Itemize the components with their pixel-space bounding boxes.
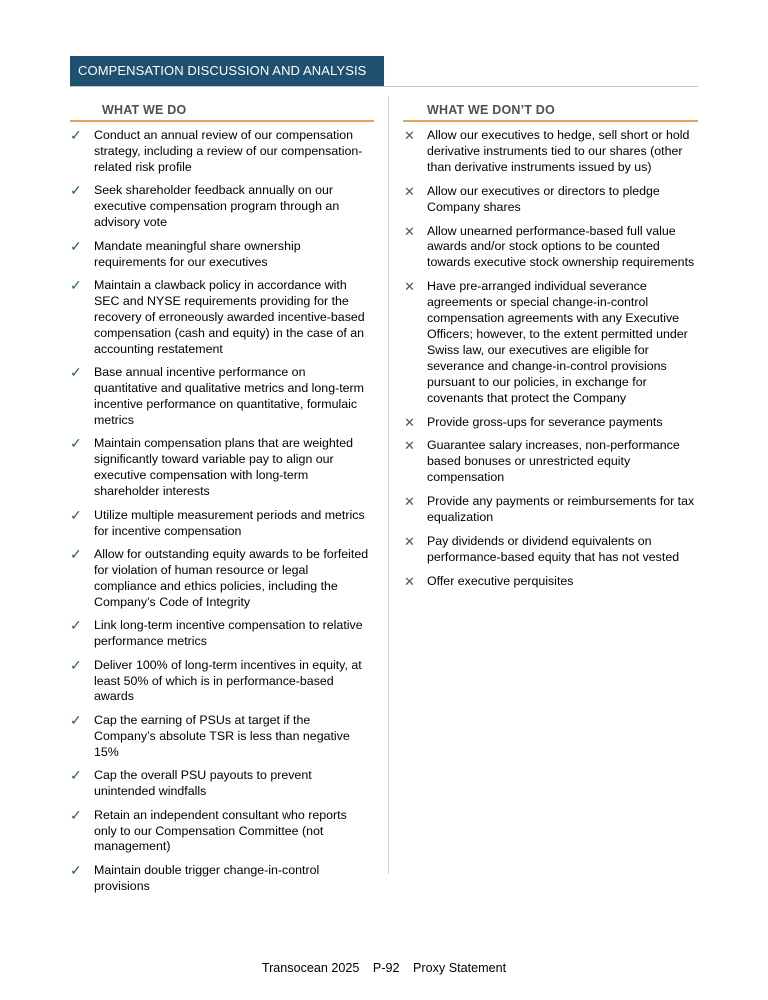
check-icon: ✓ <box>70 656 82 673</box>
do-item-text: Mandate meaningful share ownership requirements for our executives <box>94 238 301 269</box>
check-icon: ✓ <box>70 182 82 199</box>
what-we-do-rule <box>70 120 374 122</box>
cross-icon: ✕ <box>404 279 415 295</box>
do-item-text: Deliver 100% of long-term incentives in equity, at least 50% of which is in performance-based awards <box>94 657 362 704</box>
do-item-text: Base annual incentive performance on quantitative and qualitative metrics and long-term incentive performance on quantitative, formulaic metrics <box>94 365 364 427</box>
do-item <box>70 278 370 358</box>
check-icon: ✓ <box>70 506 82 523</box>
cross-icon: ✕ <box>404 414 415 430</box>
footer-page-number: P-92 <box>372 961 400 975</box>
dont-item <box>403 224 699 272</box>
do-item-text: Cap the overall PSU payouts to prevent unintended windfalls <box>94 768 312 799</box>
dont-item-text: Guarantee salary increases, non-performance based bonuses or unrestricted equity compensation <box>427 438 680 485</box>
do-item-text: Conduct an annual review of our compensation strategy, including a review of our compensation-related risk profile <box>94 128 363 174</box>
dont-item <box>403 438 699 486</box>
what-we-dont-do-rule <box>403 120 698 122</box>
do-item-text: Cap the earning of PSUs at target if the Company’s absolute TSR is less than negative 15% <box>94 712 350 759</box>
do-item-text: Retain an independent consultant who reports only to our Compensation Committee (not management) <box>94 807 347 854</box>
dont-item <box>403 534 699 566</box>
footer-document-title: Proxy Statement <box>413 961 507 975</box>
dont-item-text: Pay dividends or dividend equivalents on performance-based equity that has not vested <box>427 533 680 564</box>
dont-item <box>403 128 699 176</box>
do-item-text: Utilize multiple measurement periods and metrics for incentive compensation <box>94 507 365 538</box>
check-icon: ✓ <box>70 546 82 562</box>
dont-item-text: Have pre-arranged individual severance agreements or special change-in-control compensation agreements with any Executive Officers; however, to the extent permitted under Swiss law, our executives are eligible for severance and change-in-control provisions pursuant to our policies, in exchange for covenants that protect the Company <box>427 279 688 405</box>
do-item <box>70 547 370 611</box>
cross-icon: ✕ <box>404 438 415 454</box>
dont-item-text: Provide any payments or reimbursements for tax equalization <box>427 494 695 525</box>
do-item <box>70 768 370 800</box>
check-icon: ✓ <box>70 127 82 143</box>
page-footer <box>0 961 768 975</box>
check-icon: ✓ <box>70 861 82 878</box>
do-item-text: Seek shareholder feedback annually on our executive compensation program through an advisory vote <box>94 183 340 230</box>
cross-icon: ✕ <box>404 128 415 143</box>
dont-item-text: Offer executive perquisites <box>427 573 574 588</box>
do-item-text: Maintain a clawback policy in accordance with SEC and NYSE requirements providing for the recovery of erroneously awarded incentive-based compensation (cash and equity) in the case of an accounting restatement <box>94 278 365 356</box>
do-item <box>70 365 370 429</box>
cross-icon: ✕ <box>404 533 415 549</box>
dont-item-text: Allow unearned performance-based full value awards and/or stock options to be counted towards executive stock ownership requirements <box>427 223 695 270</box>
check-icon: ✓ <box>70 617 82 634</box>
section-divider <box>70 86 698 87</box>
dont-item-text: Allow our executives to hedge, sell short or hold derivative instruments tied to our shares (other than derivative instruments issued by us) <box>427 128 690 174</box>
dont-item <box>403 574 699 590</box>
what-we-do-list <box>70 128 370 902</box>
cross-icon: ✕ <box>404 573 415 589</box>
do-item-text: Maintain compensation plans that are weighted significantly toward variable pay to align our executive compensation with long-term shareholder interests <box>94 436 353 499</box>
dont-item-text: Allow our executives or directors to pledge Company shares <box>427 183 660 214</box>
do-item <box>70 713 370 761</box>
do-item <box>70 183 370 231</box>
dont-item <box>403 494 699 526</box>
check-icon: ✓ <box>70 435 82 452</box>
do-item-text: Allow for outstanding equity awards to be forfeited for violation of human resource or legal compliance and ethics policies, including the Company’s Code of Integrity <box>94 547 369 609</box>
dont-item <box>403 415 699 431</box>
do-item <box>70 863 370 895</box>
do-item <box>70 128 370 176</box>
check-icon: ✓ <box>70 277 82 294</box>
what-we-do-heading: WHAT WE DO <box>102 103 187 117</box>
cross-icon: ✕ <box>404 223 415 239</box>
dont-item <box>403 279 699 406</box>
do-item-text: Link long-term incentive compensation to relative performance metrics <box>94 618 363 649</box>
check-icon: ✓ <box>70 237 82 254</box>
dont-item-text: Provide gross-ups for severance payments <box>427 414 663 429</box>
cross-icon: ✕ <box>404 183 415 199</box>
do-item <box>70 808 370 856</box>
do-item <box>70 436 370 500</box>
footer-company: Transocean 2025 <box>261 961 360 975</box>
check-icon: ✓ <box>70 364 82 381</box>
what-we-dont-do-heading: WHAT WE DON’T DO <box>427 103 555 117</box>
check-icon: ✓ <box>70 767 82 784</box>
section-title: COMPENSATION DISCUSSION AND ANALYSIS <box>70 56 384 86</box>
do-item <box>70 618 370 650</box>
cross-icon: ✕ <box>404 494 415 510</box>
check-icon: ✓ <box>70 711 82 728</box>
do-item <box>70 658 370 706</box>
what-we-dont-do-list <box>403 128 699 598</box>
column-divider <box>388 96 389 874</box>
do-item <box>70 239 370 271</box>
do-item-text: Maintain double trigger change-in-control provisions <box>94 862 320 893</box>
check-icon: ✓ <box>70 806 82 823</box>
do-item <box>70 508 370 540</box>
dont-item <box>403 184 699 216</box>
